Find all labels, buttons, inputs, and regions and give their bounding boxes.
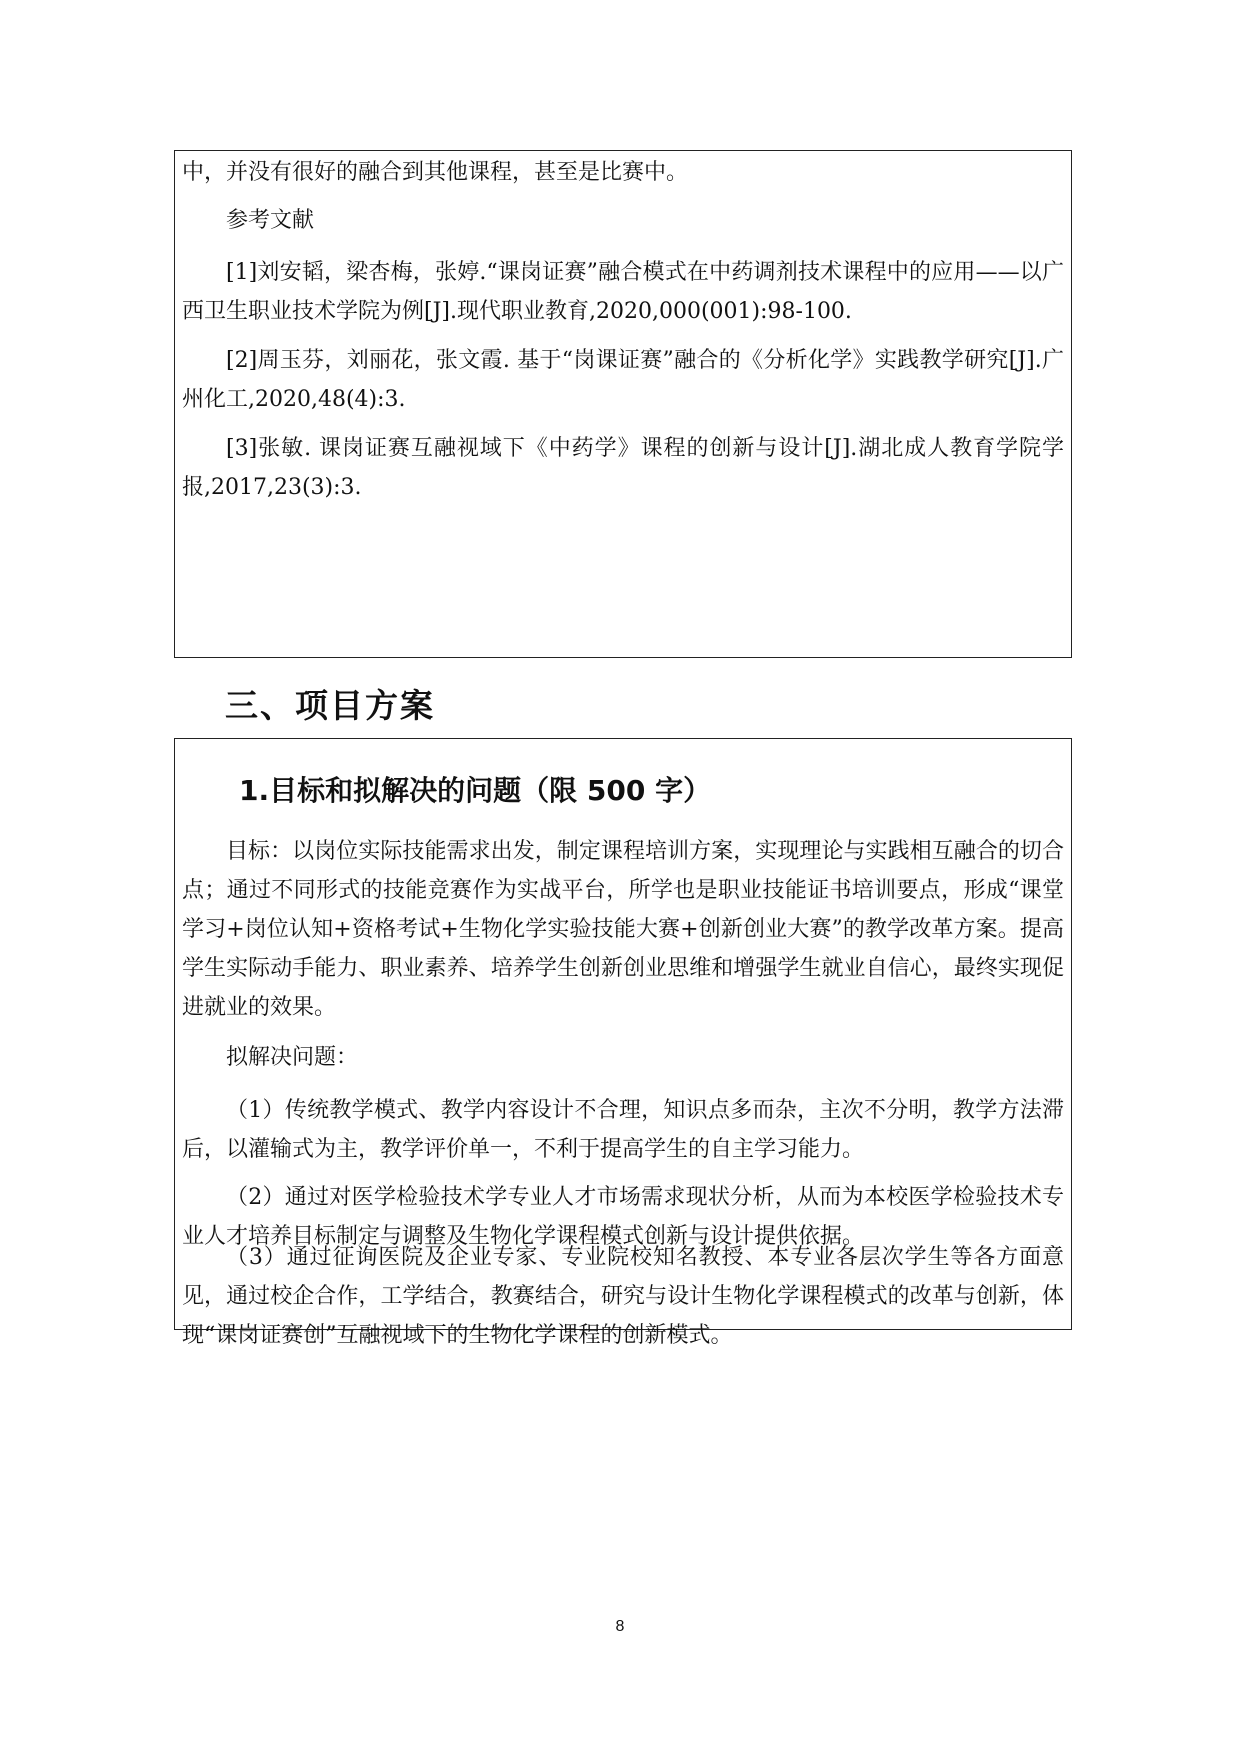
problem-item-2: （2）通过对医学检验技术学专业人才市场需求现状分析，从而为本校医学检验技术专业人才培养目标制定与调整及生物化学课程模式创新与设计提供依据。 xyxy=(182,1185,1064,1249)
reference-item-1: [1]刘安韬，梁杏梅，张婷.“课岗证赛”融合模式在中药调剂技术课程中的应用——以广西卫生职业技术学院为例[J].现代职业教育,2020,000(001):98-100. xyxy=(182,260,1064,324)
reference-item-2: [2]周玉芬，刘丽花，张文霞. 基于“岗课证赛”融合的《分析化学》实践教学研究[J].广州化工,2020,48(4):3. xyxy=(182,348,1064,412)
goal-paragraph: 目标：以岗位实际技能需求出发，制定课程培训方案，实现理论与实践相互融合的切合点；通过不同形式的技能竞赛作为实战平台，所学也是职业技能证书培训要点，形成“课堂学习+岗位认知+资格考试+生物化学实验技能大赛+创新创业大赛”的教学改革方案。提高学生实际动手能力、职业素养、培养学生创新创业思维和增强学生就业自信心，最终实现促进就业的效果。 xyxy=(182,839,1065,1020)
page-number: 8 xyxy=(615,1618,625,1635)
references-box xyxy=(174,150,1072,658)
reference-item-3: [3]张敏. 课岗证赛互融视域下《中药学》课程的创新与设计[J].湖北成人教育学院学报,2017,23(3):3. xyxy=(182,436,1064,500)
continuation-paragraph: 中，并没有很好的融合到其他课程，甚至是比赛中。 xyxy=(182,160,689,185)
project-plan-box xyxy=(174,738,1072,1348)
section-title: 三、项目方案 xyxy=(225,686,435,725)
references-heading: 参考文献 xyxy=(226,208,315,233)
problem-item-3: （3）通过征询医院及企业专家、专业院校知名教授、本专业各层次学生等各方面意见，通过校企合作，工学结合，教赛结合，研究与设计生物化学课程模式的改革与创新，体现“课岗证赛创”互融视域下的生物化学课程的创新模式。 xyxy=(182,1245,1064,1348)
problem-item-1: （1）传统教学模式、教学内容设计不合理，知识点多而杂，主次不分明，教学方法滞后，以灌输式为主，教学评价单一，不利于提高学生的自主学习能力。 xyxy=(182,1098,1064,1162)
subsection-title: 1.目标和拟解决的问题（限 500 字） xyxy=(239,774,712,807)
problems-heading: 拟解决问题： xyxy=(226,1045,359,1070)
